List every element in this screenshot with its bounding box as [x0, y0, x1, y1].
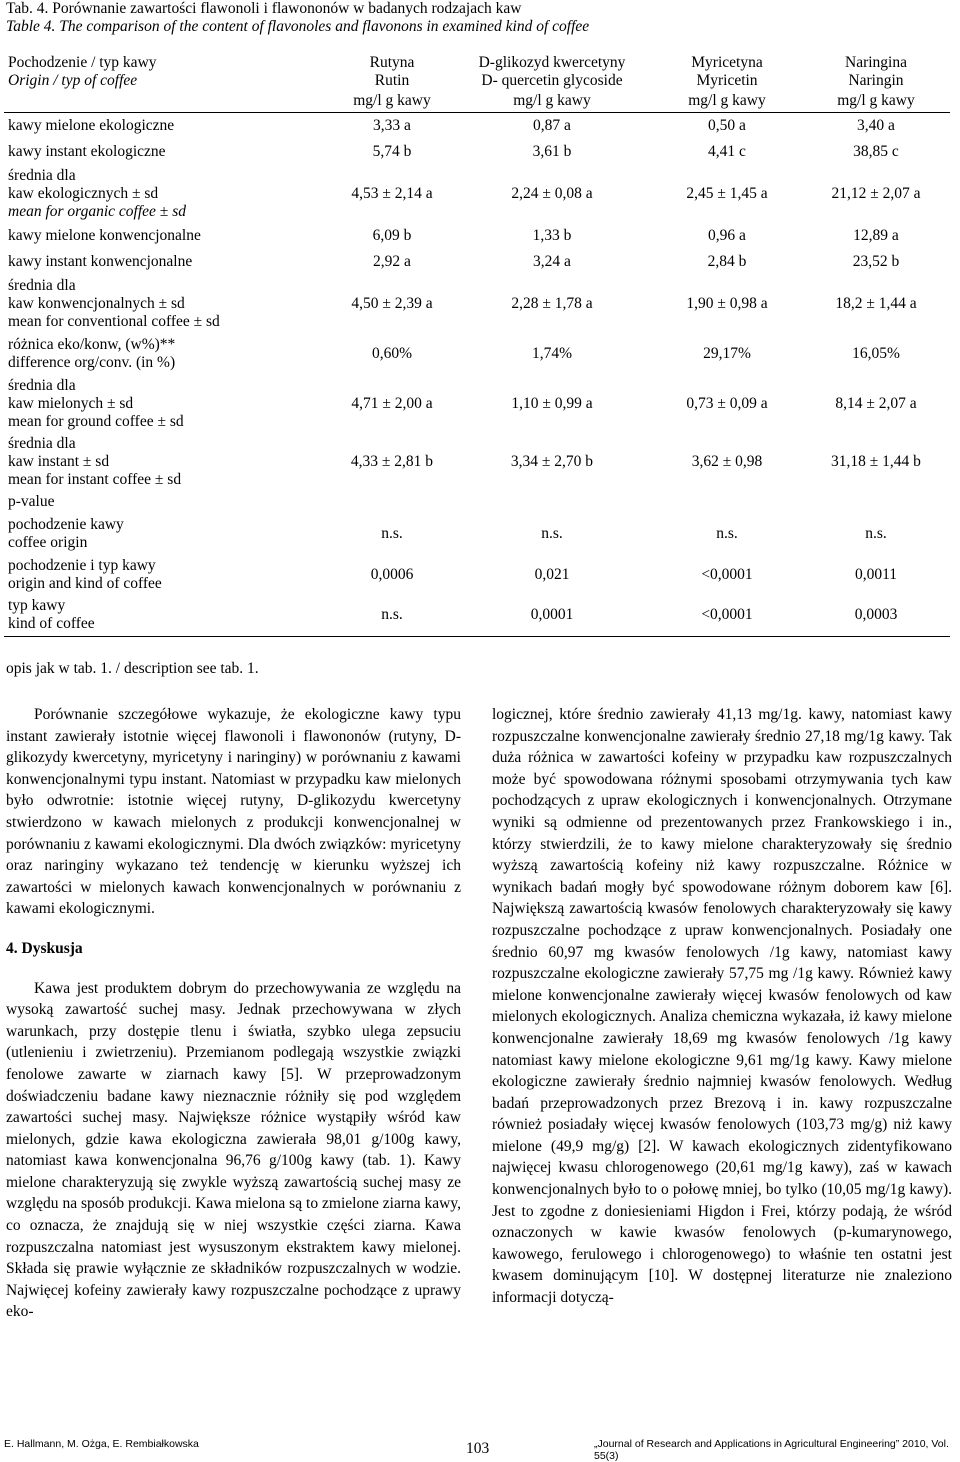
table-cell — [332, 491, 452, 513]
row-label-line: pochodzenie i typ kawy — [8, 556, 156, 574]
page-number: 103 — [466, 1440, 490, 1457]
header-rutin-en: Rutin — [374, 72, 410, 89]
table-row — [4, 595, 950, 637]
table-cell: 5,74 b — [372, 142, 412, 160]
row-label — [4, 333, 332, 375]
paragraph: Porównanie szczegółowe wykazuje, że ekologiczne kawy typu instant zawierały istotnie więcej flawonoli i flawononów (rutyny, D-glikozydy kwercetyny, myricetyny i naringiny) w porównaniu z kawami konwencjonalnymi typu instant. Natomiast w przypadku kaw mielonych było odwrotnie: istotnie więcej rutyny, D-glikozydu kwercetyny stwierdzono w kawach mielonych z produkcji konwencjonalnej w porównaniu z kawami ekologicznymi. Dla dwóch związków: myricetyny oraz naringiny wykazano też tendencję w kierunku wyższej ich zawartości w mielonych kawach konwencjonalnych w porównaniu z kawami ekologicznymi. — [6, 706, 461, 918]
row-label-line: kaw instant ± sd — [8, 452, 110, 470]
row-label-line: p-value — [8, 492, 55, 510]
table-row — [4, 491, 950, 513]
table-cell: <0,0001 — [701, 565, 753, 583]
table-cell: 4,53 ± 2,14 a — [351, 184, 433, 202]
row-label — [4, 433, 332, 491]
table-cell: 38,85 c — [853, 142, 899, 160]
row-label-line: średnia dla — [8, 376, 76, 394]
table-cell: 2,28 ± 1,78 a — [511, 294, 593, 312]
flavonol-table — [4, 48, 950, 637]
row-label-line: kawy mielone konwencjonalne — [8, 226, 201, 244]
header-quercetin-en: D- quercetin glycoside — [481, 72, 623, 89]
row-label — [4, 555, 332, 595]
row-label-line: difference org/conv. (in %) — [8, 353, 176, 371]
table-cell: n.s. — [541, 524, 563, 542]
table-cell: 4,71 ± 2,00 a — [351, 394, 433, 412]
table-cell: 0,021 — [534, 565, 570, 583]
table-cell: 4,41 c — [708, 142, 746, 160]
table-cell: <0,0001 — [652, 595, 802, 637]
table-cell: 31,18 ± 1,44 b — [831, 452, 921, 470]
table-cell: 23,52 b — [852, 252, 900, 270]
row-label — [4, 491, 332, 513]
unit-label: mg/l g kawy — [332, 90, 452, 113]
header-myricetin-en: Myricetin — [696, 72, 758, 89]
table-cell: n.s. — [716, 524, 738, 542]
table-cell: 1,10 ± 0,99 a — [511, 394, 593, 412]
left-column — [6, 704, 461, 1323]
row-label-line: kaw mielonych ± sd — [8, 394, 134, 412]
row-label-line: kind of coffee — [8, 615, 95, 633]
table-cell: 4,50 ± 2,39 a — [351, 294, 433, 312]
table-row — [4, 555, 950, 595]
table-cell: 21,12 ± 2,07 a — [831, 184, 921, 202]
table-cell: 0,50 a — [708, 116, 746, 134]
table-row — [4, 139, 950, 165]
table-cell: 0,0001 — [452, 595, 652, 637]
row-label-line: średnia dla — [8, 434, 76, 452]
row-label-line: mean for conventional coffee ± sd — [8, 312, 220, 330]
table-row — [4, 433, 950, 491]
table-row — [4, 275, 950, 333]
row-label — [4, 375, 332, 433]
row-label-line: mean for organic coffee ± sd — [8, 202, 186, 220]
table-row — [4, 513, 950, 555]
table-row — [4, 165, 950, 223]
table-cell: 1,74% — [531, 344, 573, 362]
table-cell — [802, 491, 950, 513]
table-cell: n.s. — [865, 524, 887, 542]
table-caption-pl: Tab. 4. Porównanie zawartości flawonoli i flawononów w badanych rodzajach kaw — [6, 0, 522, 17]
header-rutin-pl: Rutyna — [369, 54, 415, 71]
header-origin-pl: Pochodzenie / typ kawy — [8, 54, 157, 71]
table-cell: 0,96 a — [708, 226, 746, 244]
row-label — [4, 513, 332, 555]
table-cell: 2,45 ± 1,45 a — [686, 184, 768, 202]
row-label-line: kaw ekologicznych ± sd — [8, 184, 159, 202]
table-cell: 3,40 a — [857, 116, 895, 134]
table-cell: 3,61 b — [532, 142, 572, 160]
footer-journal: „Journal of Research and Applications in Agricultural Engineering” 2010, Vol. 55(3) — [594, 1438, 949, 1462]
table-cell: 16,05% — [852, 344, 900, 362]
table-cell: 6,09 b — [372, 226, 412, 244]
header-naringin-pl: Naringina — [845, 54, 907, 71]
table-cell: 1,33 b — [532, 226, 572, 244]
table-cell: 1,90 ± 0,98 a — [686, 294, 768, 312]
table-row — [4, 223, 950, 249]
table-cell: 0,0006 — [370, 565, 414, 583]
row-label-line: średnia dla — [8, 166, 76, 184]
row-label-line: mean for ground coffee ± sd — [8, 412, 184, 430]
row-label — [4, 223, 332, 249]
table-cell: n.s. — [332, 595, 452, 637]
table-cell: 4,33 ± 2,81 b — [350, 452, 434, 470]
unit-label: mg/l g kawy — [652, 90, 802, 113]
table-cell: 2,92 a — [373, 252, 411, 270]
table-cell — [452, 491, 652, 513]
table-cell: 2,84 b — [707, 252, 747, 270]
row-label — [4, 595, 332, 637]
table-cell — [652, 491, 802, 513]
table-cell: 0,60% — [371, 344, 413, 362]
row-label-line: typ kawy — [8, 597, 66, 615]
table-header-row — [4, 48, 950, 90]
row-label — [4, 113, 332, 139]
table-units-row — [4, 90, 950, 113]
row-label — [4, 275, 332, 333]
header-myricetin-pl: Myricetyna — [691, 54, 763, 71]
table-cell: 18,2 ± 1,44 a — [835, 294, 917, 312]
right-column — [492, 704, 952, 1309]
table-cell: 29,17% — [703, 344, 751, 362]
row-label-line: origin and kind of coffee — [8, 574, 162, 592]
row-label — [4, 249, 332, 275]
row-label-line: kawy instant ekologiczne — [8, 142, 166, 160]
paragraph: logicznej, które średnio zawierały 41,13 mg/1g. kawy, natomiast kawy rozpuszczalne konwencjonalne zawierały średnio 27,18 mg/1g kawy. Tak duża różnica w zawartości kofeiny w przypadku kaw rozpuszczalnych może być spowodowana różnymi sposobami otrzymywania tych kaw pochodzących z upraw ekologicznych i konwencjonalnych. Otrzymane wyniki są odmienne od prezentowanych przez Frankowskiego i in., którzy stwierdzili, że to kawy mielone charakteryzowały się średnio wyższą zawartością kofeiny niż kawy rozpuszczalne. Różnice w wynikach badań mogły być spowodowane różnym doborem kaw [6]. Największą zawartością kwasów fenolowych charakteryzowały się kawy rozpuszczalne pochodzące z upraw konwencjonalnych. Posiadały one średnio 60,97 mg kwasów fenolowych /1g kawy, natomiast kawy rozpuszczalne ekologiczne zawierały 57,75 mg /1g kawy. Również kawy mielone konwencjonalne zawierały więcej kwasów fenolowych od kaw mielonych ekologicznych. Analiza chemiczna wykazała, iż kawy mielone konwencjonalne zawierały 18,69 mg kwasów fenolowych /1g kawy natomiast kawy mielone ekologiczne 9,61 mg/1g kawy. Kawy mielone ekologiczne zawierały średnio najmniej kwasów fenolowych. Według badań przeprowadzonych przez Brezovą i in. kawy rozpuszczalne również posiadały więcej kwasów fenolowych (103,73 mg/g) niż kawy mielone (49,9 mg/g) [2]. W kawach ekologicznych zidentyfikowano najwięcej kwasu chlorogenowego (20,61 mg/1g kawy), zaś w kawach konwencjonalnych było to o połowę mniej, bo tylko (10,05 mg/1g kawy). Jest to zgodne z doniesieniami Higdon i Frei, którzy podają, że wśród oznaczonych w kawie kwasów fenolowych (p-kumarynowego, kawowego, ferulowego i chlorogenowego) to właśnie ten ostatni jest kwasem dominującym [10]. W dostępnej literaturze nie znaleziono informacji dotyczą- — [492, 706, 952, 1307]
row-label-line: różnica eko/konw, (w%)** — [8, 335, 176, 353]
paragraph: Kawa jest produktem dobrym do przechowywania ze względu na wysoką zawartość suchej masy. Jednak przechowywana w złych warunkach, przy dostępie tlenu i światła, szybko ulega zepsuciu (utlenieniu i zwietrzeniu). Przemianom podlegają wszystkie związki fenolowe zawarte w ziarnach kawy [5]. W przeprowadzonym doświadczeniu badane kawy nieznacznie różniły się pod względem zawartości suchej masy. Największe różnice wystąpiły wśród kaw mielonych, gdzie kawa ekologiczna zawierała 98,01 g/100g kawy, natomiast kawa konwencjonalna 96,76 g/100g kawy (tab. 1). Kawy mielone charakteryzują się zwykle wyższą zawartością suchej masy ze względu na sposób produkcji. Kawa mielona są to zmielone ziarna kawy, co oznacza, że znajdują się w niej wszystkie części ziarna. Kawa rozpuszczalna natomiast jest wysuszonym ekstraktem kawy mielonej. Składa się prawie wyłącznie ze składników rozpuszczalnych w wodzie. Najwięcej kofeiny zawierały kawy rozpuszczalne pochodzące z uprawy eko- — [6, 979, 461, 1321]
header-naringin-en: Naringin — [848, 72, 904, 89]
header-quercetin-pl: D-glikozyd kwercetyny — [478, 54, 626, 71]
footer-authors: E. Hallmann, M. Ożga, E. Rembiałkowska — [4, 1438, 199, 1450]
row-label-line: kawy mielone ekologiczne — [8, 116, 175, 134]
row-label — [4, 139, 332, 165]
table-cell: 12,89 a — [853, 226, 899, 244]
table-cell: 3,33 a — [373, 116, 411, 134]
table-cell: 3,62 ± 0,98 — [691, 452, 763, 470]
table-row — [4, 333, 950, 375]
table-cell: 8,14 ± 2,07 a — [835, 394, 917, 412]
row-label-line: mean for instant coffee ± sd — [8, 470, 182, 488]
table-cell: 0,0003 — [802, 595, 950, 637]
unit-label: mg/l g kawy — [452, 90, 652, 113]
row-label-line: kawy instant konwencjonalne — [8, 252, 193, 270]
table-row — [4, 249, 950, 275]
unit-label: mg/l g kawy — [802, 90, 950, 113]
table-note: opis jak w tab. 1. / description see tab. 1. — [6, 660, 259, 677]
row-label-line: pochodzenie kawy — [8, 515, 124, 533]
table-caption-en: Table 4. The comparison of the content of flavonoles and flavonons in examined kind of coffee — [6, 18, 590, 35]
table-cell: 2,24 ± 0,08 a — [511, 184, 593, 202]
section-heading: 4. Dyskusja — [6, 939, 83, 957]
table-cell: 3,34 ± 2,70 b — [510, 452, 594, 470]
row-label-line: coffee origin — [8, 533, 88, 551]
table-cell: n.s. — [381, 524, 403, 542]
table-cell: 3,24 a — [533, 252, 571, 270]
table-row — [4, 113, 950, 139]
row-label-line: średnia dla — [8, 276, 76, 294]
row-label — [4, 165, 332, 223]
header-origin-en: Origin / typ of coffee — [8, 72, 138, 89]
table-cell: 0,73 ± 0,09 a — [686, 394, 768, 412]
table-cell: 0,87 a — [533, 116, 571, 134]
table-row — [4, 375, 950, 433]
table-cell: 0,0011 — [854, 565, 898, 583]
row-label-line: kaw konwencjonalnych ± sd — [8, 294, 185, 312]
